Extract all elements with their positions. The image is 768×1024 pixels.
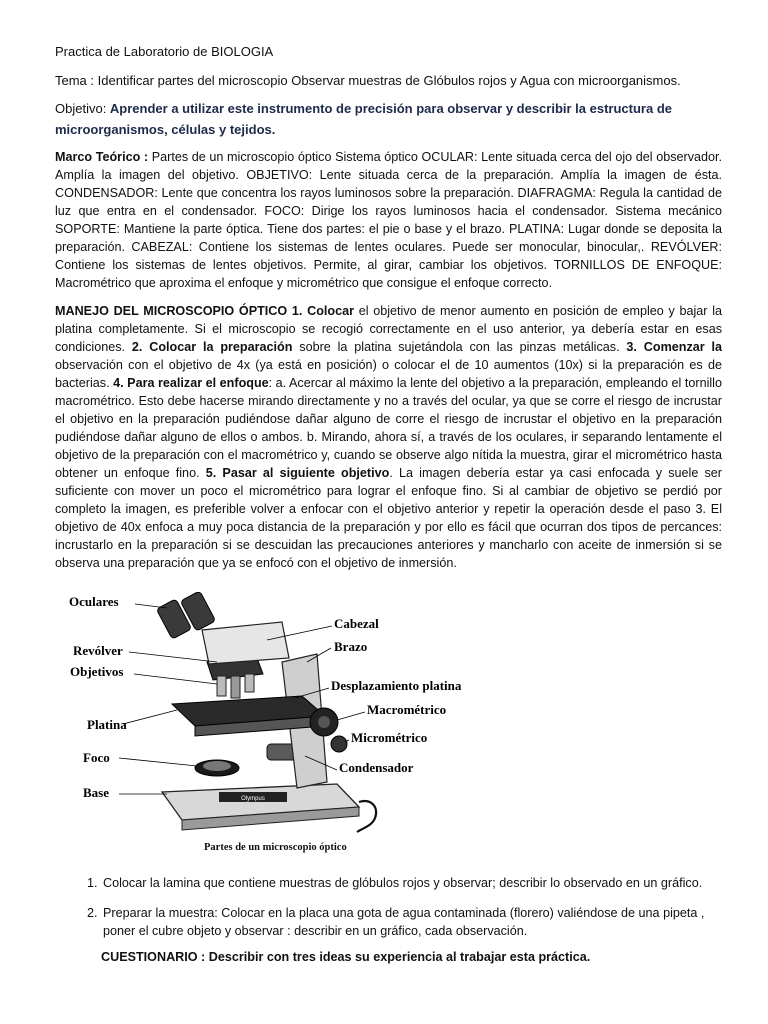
label-macrometrico: Macrométrico <box>367 702 447 717</box>
label-platina: Platina <box>87 717 127 732</box>
manejo-text-1: el objetivo de menor aumento en posición de empleo y bajar la platina completamente. Si el microscopio se recogió correctamente en el uso anterior, ya debería estar en esas condiciones. <box>55 304 723 354</box>
objetivo-text: Aprender a utilizar este instrumento de precisión para observar y describir la estructura de microorganismos, células y tejidos. <box>55 101 673 137</box>
label-brazo: Brazo <box>334 639 368 654</box>
marco-text: Partes de un microscopio óptico Sistema óptico OCULAR: Lente situada cerca del ojo del observador. Amplía la imagen del objetivo. OBJETIVO: Lente situada cerca de la preparación. Amplía la imagen de ésta. CONDENSADOR: Lente que concentra los rayos luminosos sobre la preparación. DIAFRAGMA: Regula la cantidad de luz que entra en el condensador. FOCO: Dirige los rayos luminosos hacia el condensador. Sistema mecánico SOPORTE: Mantiene la parte óptica. Tiene dos partes: el pie o base y el brazo. PLATINA: Lugar donde se deposita la preparación. CABEZAL: Contiene los sistemas de lentes oculares. Puede ser monocular, binocular,. REVÓLVER: Contiene los sistemas de lentes objetivos. Permite, al girar, cambiar los objetivos. TORNILLOS DE ENFOQUE: Macrométrico que aproxima el enfoque y micrométrico que consigue el enfoque correcto. <box>55 150 723 290</box>
manejo-paragraph <box>55 302 722 572</box>
document-page <box>55 40 722 964</box>
label-desplazamiento-platina: Desplazamiento platina <box>331 678 462 693</box>
svg-text:Olympus: Olympus <box>241 796 265 802</box>
cuestionario-line: CUESTIONARIO : Describir con tres ideas su experiencia al trabajar esta práctica. <box>101 950 591 964</box>
label-base: Base <box>83 785 109 800</box>
microscope-figure <box>67 592 507 860</box>
manejo-text-2: sobre la platina sujetándola con las pinzas metálicas. <box>292 340 627 354</box>
label-foco: Foco <box>83 750 110 765</box>
manejo-step-3: 3. Comenzar la <box>626 340 723 354</box>
steps-list <box>55 874 722 940</box>
objetivo-label: Objetivo: <box>55 101 110 116</box>
manejo-step-5: 5. Pasar al siguiente objetivo <box>205 466 390 480</box>
tema-line: Tema : Identificar partes del microscopio Observar muestras de Glóbulos rojos y Agua con microorganismos. <box>55 73 681 88</box>
label-oculares: Oculares <box>69 594 119 609</box>
manejo-text-4: : a. Acercar al máximo la lente del objetivo a la preparación, empleando el tornillo macrométrico. Esto debe hacerse mirando directamente y no a través del ocular, ya que se corre el riesgo de incrustar el objetivo en la preparación pudiéndose dañar alguno de corre el riesgo de incrustar el objetivo en la preparación pudiéndose dañar alguno de ellos o ambos. b. Mirando, ahora sí, a través de los oculares, ir separando lentamente el objetivo de la preparación con el macrométrico y, cuando se observe algo nítida la muestra, girar el micrométrico hasta obtener un enfoque fino. <box>55 376 722 480</box>
document-title: Practica de Laboratorio de BIOLOGIA <box>55 44 274 59</box>
manejo-step-4: 4. Para realizar el enfoque <box>113 376 269 390</box>
label-revolver: Revólver <box>73 643 123 658</box>
marco-teorico-paragraph <box>55 148 722 292</box>
figure-caption: Partes de un microscopio óptico <box>204 842 347 853</box>
manejo-step-2: 2. Colocar la preparación <box>131 340 293 354</box>
manejo-heading: MANEJO DEL MICROSCOPIO ÓPTICO 1. Colocar <box>55 304 354 318</box>
label-condensador: Condensador <box>339 760 414 775</box>
manejo-text-3: observación con el objetivo de 4x (ya está en posición) o colocar el de 10 aumentos (10x) si la preparación es de bacterias. <box>55 358 722 390</box>
objetivo-line <box>55 98 722 140</box>
step-item-2: 2. Preparar la muestra: Colocar en la placa una gota de agua contaminada (florero) valiéndose de una pipeta , poner el cubre objeto y observar : describir en un gráfico, cada observación. <box>101 904 722 940</box>
manejo-text-5: . La imagen debería estar ya casi enfocada y suele ser suficiente con mover un poco el micrométrico para lograr el enfoque fino. Si al cambiar de objetivo se perdió por completo la imagen, es preferible volver a enfocar con el objetivo anterior y repetir la operación desde el paso 3. El objetivo de 40x enfoca a muy poca distancia de la preparación y por ello es fácil que ocurran dos tipos de percances: incrustarlo en la preparación si se descuidan las precauciones anteriores y mancharlo con aceite de inmersión si se observa una preparación que ya se enfocó con el objetivo de inmersión. <box>55 466 722 570</box>
marco-label: Marco Teórico : <box>55 150 149 164</box>
label-objetivos: Objetivos <box>70 664 124 679</box>
label-micrometrico: Micrométrico <box>351 730 428 745</box>
microscope-illustration <box>67 592 507 860</box>
label-cabezal: Cabezal <box>334 616 379 631</box>
step-item-1: 1. Colocar la lamina que contiene muestras de glóbulos rojos y observar; describir lo observado en un gráfico. <box>101 874 722 892</box>
